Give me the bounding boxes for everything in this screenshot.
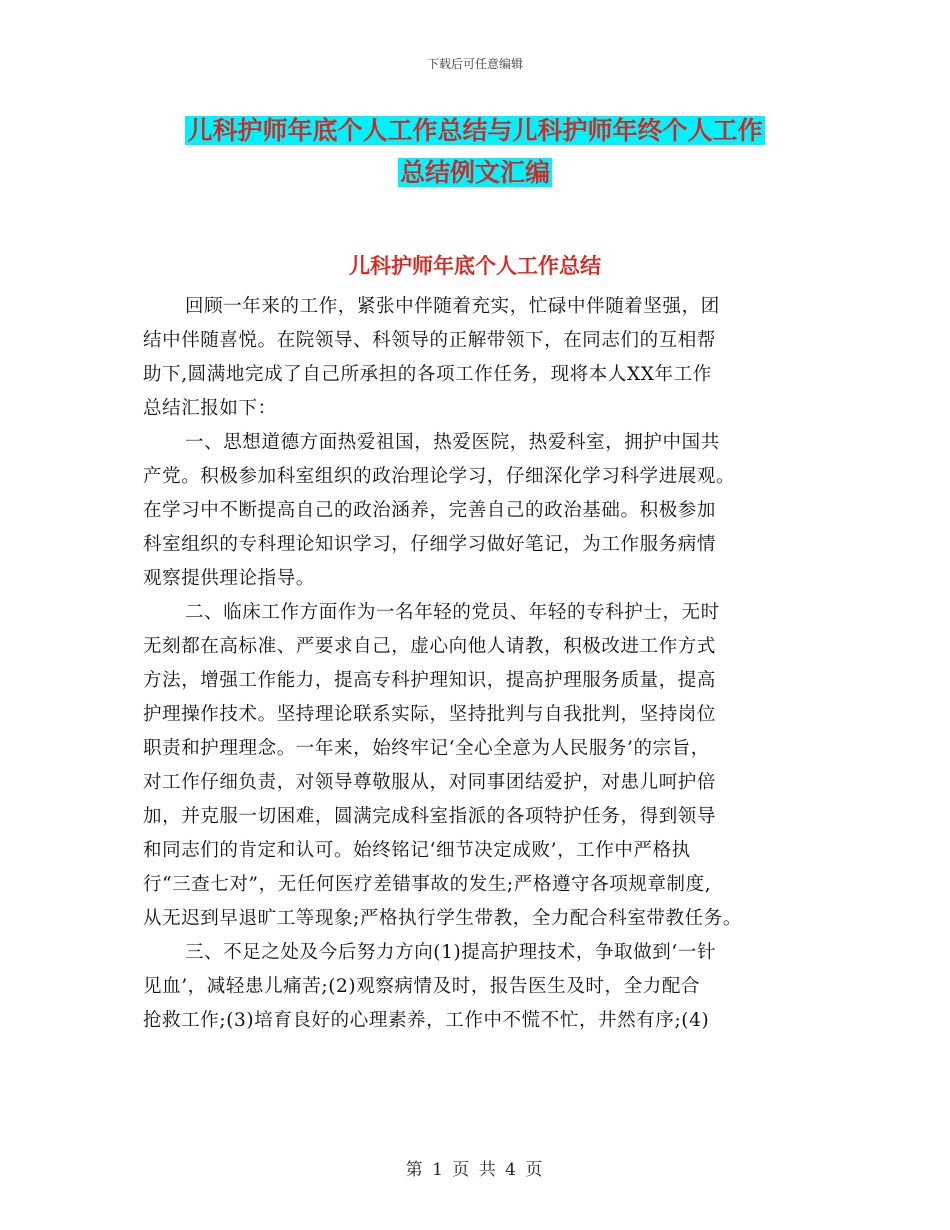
- body-line: 对工作仔细负责，对领导尊敬服从，对同事团结爱护，对患儿呵护倍: [143, 772, 717, 793]
- body-line: 总结汇报如下：: [143, 398, 277, 419]
- body-line: 职责和护理理念。一年来，始终牢记‘全心全意为人民服务’的宗旨，: [143, 738, 710, 759]
- body-line: 加，并克服一切困难，圆满完成科室指派的各项特护任务，得到领导: [143, 806, 717, 827]
- document-title: [100, 110, 850, 194]
- body-line: 行“三查七对”，无任何医疗差错事故的发生;严格遵守各项规章制度,: [143, 874, 712, 895]
- body-line: 方法，增强工作能力，提高专科护理知识，提高护理服务质量，提高: [143, 670, 717, 691]
- body-text: [143, 290, 815, 1038]
- page-header-note: 下载后可任意编辑: [426, 57, 523, 71]
- body-line: 回顾一年来的工作，紧张中伴随着充实，忙碌中伴随着坚强，团: [185, 296, 720, 317]
- body-line: 助下,圆满地完成了自己所承担的各项工作任务，现将本人XX年工作: [143, 364, 712, 385]
- body-line: 观察提供理论指导。: [143, 568, 315, 589]
- body-line: 二、临床工作方面作为一名年轻的党员、年轻的专科护士，无时: [185, 602, 720, 623]
- body-line: 三、不足之处及今后努力方向(1)提高护理技术，争取做到‘一针: [185, 942, 717, 963]
- document-title-line-1: 儿科护师年底个人工作总结与儿科护师年终个人工作: [187, 116, 763, 145]
- body-line: 抢救工作;(3)培育良好的心理素养，工作中不慌不忙，井然有序;(4): [143, 1010, 710, 1031]
- body-line: 见血’，减轻患儿痛苦;(2)观察病情及时，报告医生及时，全力配合: [143, 976, 701, 997]
- body-line: 和同志们的肯定和认可。始终铭记‘细节决定成败’，工作中严格执: [143, 840, 691, 861]
- body-line: 一、思想道德方面热爱祖国，热爱医院，热爱科室，拥护中国共: [185, 432, 720, 453]
- section-title: 儿科护师年底个人工作总结: [349, 254, 601, 278]
- body-line: 产党。积极参加科室组织的政治理论学习，仔细深化学习科学进展观。: [143, 466, 736, 487]
- body-line: 无刻都在高标准、严要求自己，虚心向他人请教，积极改进工作方式: [143, 636, 717, 657]
- body-line: 从无迟到早退旷工等现象;严格执行学生带教，全力配合科室带教任务。: [143, 908, 742, 929]
- body-line: 结中伴随喜悦。在院领导、科领导的正解带领下，在同志们的互相帮: [143, 330, 717, 351]
- page-number: 第 1 页 共 4 页: [405, 1160, 545, 1180]
- body-line: 在学习中不断提高自己的政治涵养，完善自己的政治基础。积极参加: [143, 500, 717, 521]
- body-line: 科室组织的专科理论知识学习，仔细学习做好笔记，为工作服务病情: [143, 534, 717, 555]
- body-line: 护理操作技术。坚持理论联系实际，坚持批判与自我批判，坚持岗位: [143, 704, 717, 725]
- document-title-line-2: 总结例文汇编: [399, 158, 550, 187]
